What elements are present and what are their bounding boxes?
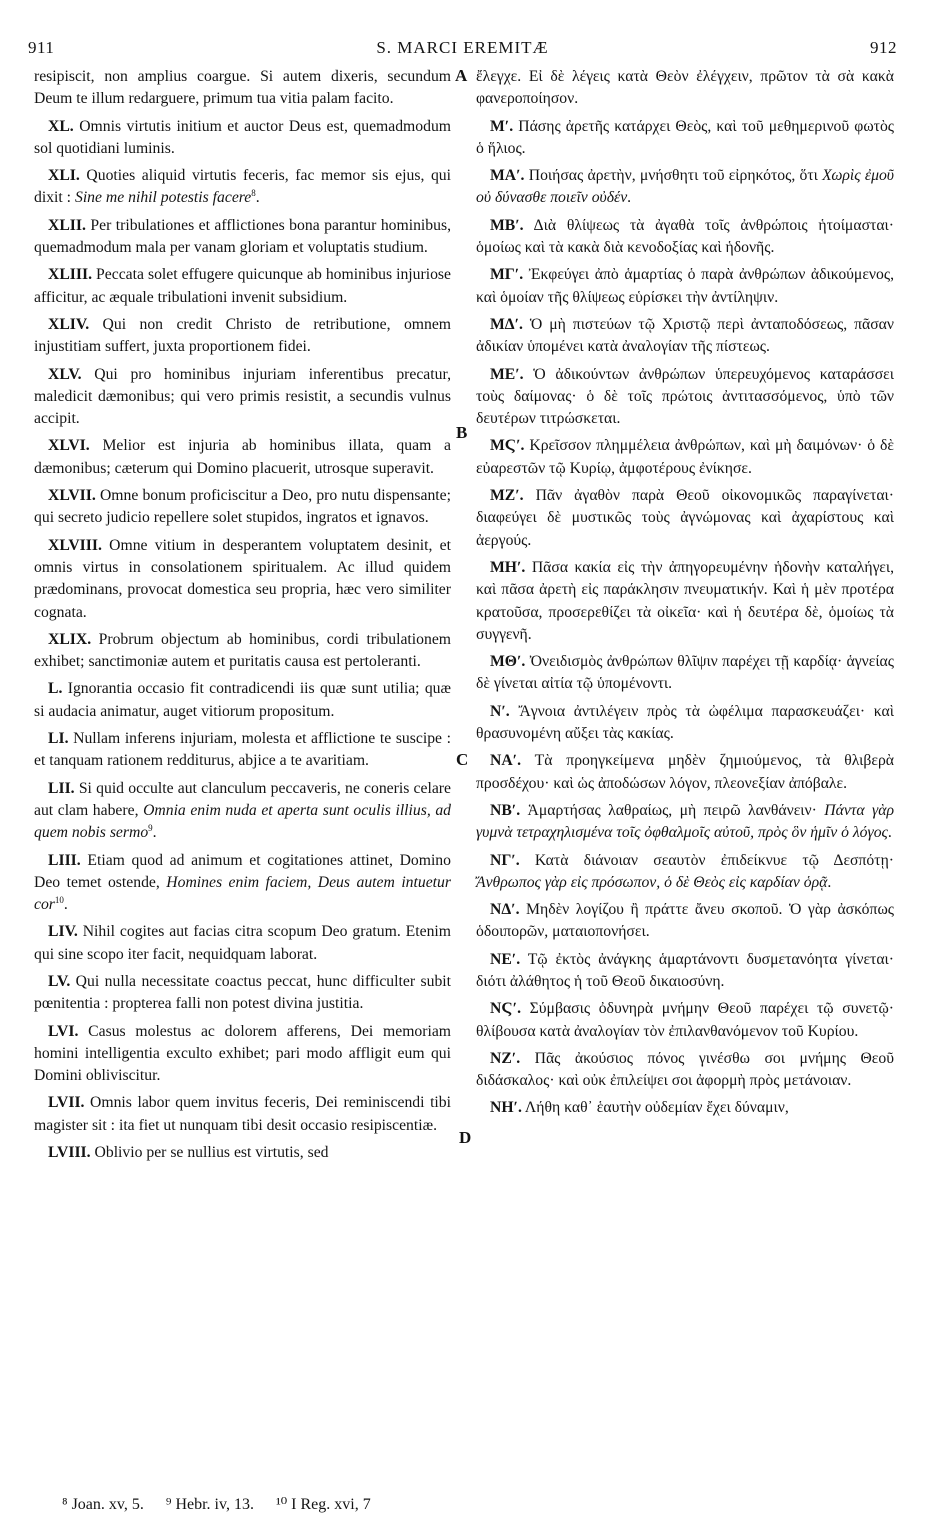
latin-paragraph: XLIX. Probrum objectum ab hominibus, cordi tribulationem exhibet; sanctimoniæ autem et puritatis causa est pertoleranti. xyxy=(34,630,451,671)
greek-paragraph: ΜΕʹ. Ὁ ἀδικούντων ἀνθρώπων ὑπερευχόμενος καταράσσει τοὺς δαίμονας· ὁ δὲ τοῖς πρώτοις ἀντιτασσόμενος, ὑπὸ τῶν δευτέρων τιτρώσκεται. xyxy=(476,365,894,428)
latin-paragraph: resipiscit, non amplius coargue. Si autem dixeris, secundum Deum te illum redarguere, primum tua vitia palam facito. xyxy=(34,68,451,108)
page-number-left: 911 xyxy=(28,38,55,57)
footnote-ref: 9 xyxy=(148,822,153,833)
latin-paragraph: XLVII. Omne bonum proficiscitur a Deo, pro nutu dispensante; qui secreto judicio repellere solet stupidos, ingratos et ignavos. xyxy=(34,487,451,527)
greek-paragraph: ΝΔʹ. Μηδὲν λογίζου ἢ πράττε ἄνευ σκοποῦ. Ὁ γὰρ ἀσκόπως ὁδοιπορῶν, ματαιοπονήσει. xyxy=(476,901,894,941)
greek-column xyxy=(476,66,894,1125)
greek-paragraph: Μʹ. Πάσης ἀρετῆς κατάρχει Θεὸς, καὶ τοῦ μεθημερινοῦ φωτὸς ὁ ἥλιος. xyxy=(476,117,894,157)
latin-paragraph: XLIV. Qui non credit Christo de retributione, omnem injustitiam suffert, juxta proportionem fidei. xyxy=(34,315,451,356)
greek-paragraph: ΜΓʹ. Ἐκφεύγει ἀπὸ ἁμαρτίας ὁ παρὰ ἀνθρώπων ἀδικούμενος, καὶ ὁμοίαν τῆς θλίψεως εὑρίσκει τὴν ἀντίληψιν. xyxy=(476,266,894,306)
latin-paragraph: L. Ignorantia occasio fit contradicendi iis quæ sunt utilia; quæ si audacia animatur, auget vitiorum propositum. xyxy=(34,680,451,720)
scripture-quote: Homines enim faciem, Deus autem intuetur cor xyxy=(34,873,451,914)
greek-paragraph: ΜΔʹ. Ὁ μὴ πιστεύων τῷ Χριστῷ περὶ ἀνταποδόσεως, πᾶσαν ἀδικίαν ὑπομένει κατὰ ἀναλογίαν τῆς πίστεως. xyxy=(476,315,894,356)
latin-paragraph: LV. Qui nulla necessitate coactus peccat, hunc difficulter subit pœnitentia : propterea falli non potest divina justitia. xyxy=(34,972,451,1013)
latin-paragraph: XLVIII. Omne vitium in desperantem voluptatem desinit, et omnis virtus in consolationem spiritualem. Ac illud quidem prædominans, provocat domestica seu propria, hæc vero similiter cognata. xyxy=(34,536,451,621)
greek-paragraph: ΜΘʹ. Ὀνειδισμὸς ἀνθρώπων θλῖψιν παρέχει τῇ καρδίᾳ· ἁγνείας δὲ γίνεται αἰτία τῷ ὑπομένοντι. xyxy=(476,653,894,693)
latin-paragraph: LVIII. Oblivio per se nullius est virtutis, sed xyxy=(48,1144,329,1162)
footnote-ref: 8 xyxy=(251,188,256,199)
latin-paragraph: XLIII. Peccata solet effugere quicunque ab hominibus injuriose afficitur, ac æquale tribulationi invenit subsidium. xyxy=(34,266,451,306)
greek-paragraph: ΝΓʹ. Κατὰ διάνοιαν σεαυτὸν ἐπιδείκνυε τῷ Δεσπότῃ· Ἄνθρωπος γὰρ εἰς πρόσωπον, ὁ δὲ Θεὸς εἰς καρδίαν ὁρᾷ. xyxy=(476,851,894,891)
greek-paragraph: ΜΑʹ. Ποιήσας ἀρετὴν, μνήσθητι τοῦ εἰρηκότος, ὅτι Χωρὶς ἐμοῦ οὐ δύνασθε ποιεῖν οὐδέν. xyxy=(476,167,895,207)
scripture-quote: Ἄνθρωπος γὰρ εἰς πρόσωπον, ὁ δὲ Θεὸς εἰς καρδίαν ὁρᾷ xyxy=(476,873,828,891)
greek-paragraph: ΜϚʹ. Κρεῖσσον πλημμέλεια ἀνθρώπων, καὶ μὴ δαιμόνων· ὁ δὲ εὐαρεστῶν τῷ Κυρίῳ, ἀμφοτέρους ἐνίκησε. xyxy=(476,437,894,477)
scripture-quote: Χωρὶς ἐμοῦ οὐ δύνασθε ποιεῖν οὐδέν xyxy=(476,167,895,207)
greek-paragraph: ΜΖʹ. Πᾶν ἀγαθὸν παρὰ Θεοῦ οἰκονομικῶς παραγίνεται· διαφεύγει δὲ μυστικῶς τοὺς ἀγνώμονας καὶ ἀχαρίστους καὶ ἀεργούς. xyxy=(476,487,894,549)
latin-paragraph: LVI. Casus molestus ac dolorem afferens, Dei memoriam homini intelligentia exculto exhibet; pari modo affligit eum qui Domini obliviscitur. xyxy=(34,1022,451,1085)
greek-paragraph: ἔλεγχε. Εἰ δὲ λέγεις κατὰ Θεὸν ἐλέγχειν, πρῶτον τὰ σὰ κακὰ φανεροποίησον. xyxy=(476,68,894,108)
footnote: ⁸ Joan. xv, 5. xyxy=(62,1496,144,1513)
greek-paragraph: ΝΗʹ. Λήθη καθ᾿ ἑαυτὴν οὐδεμίαν ἔχει δύναμιν, xyxy=(490,1099,789,1117)
running-header xyxy=(28,38,897,60)
scripture-quote: Omnia enim nuda et aperta sunt oculis illius, ad quem nobis sermo xyxy=(34,801,452,842)
margin-marker-c: C xyxy=(456,750,469,769)
latin-paragraph: XL. Omnis virtutis initium et auctor Deus est, quemadmodum sol quotidiani luminis. xyxy=(34,117,451,157)
running-title: S. MARCI EREMITÆ xyxy=(376,38,549,57)
footnote-ref: 10 xyxy=(54,894,64,905)
latin-paragraph: LIII. Etiam quod ad animum et cogitationes attinet, Domino Deo temet ostende, Homines enim faciem, Deus autem intuetur cor$^{10}$. xyxy=(34,851,451,914)
latin-paragraph: XLII. Per tribulationes et afflictiones bona parantur hominibus, quemadmodum mala per vanam gloriam et voluptatis studium. xyxy=(34,216,451,257)
margin-marker-b: B xyxy=(456,423,468,442)
latin-paragraph: LII. Si quid occulte aut clanculum peccaveris, ne coneris celare aut clam habere, Omnia enim nuda et aperta sunt oculis illius, ad quem nobis sermo$^9$. xyxy=(34,779,452,842)
scripture-quote: Πάντα γὰρ γυμνὰ τετραχηλισμένα τοῖς ὀφθαλμοῖς αὐτοῦ, πρὸς ὃν ἡμῖν ὁ λόγος xyxy=(476,801,894,842)
greek-paragraph: ΝϚʹ. Σύμβασις ὀδυνηρὰ μνήμην Θεοῦ παρέχει τῷ συνετῷ· θλίβουσα κατὰ ἀναλογίαν τὸν ἐπιλανθανόμενον τοῦ Κυρίου. xyxy=(476,1000,894,1040)
latin-column xyxy=(34,66,451,1169)
greek-paragraph: Νʹ. Ἄγνοια ἀντιλέγειν πρὸς τὰ ὠφέλιμα παρασκευάζει· καὶ θρασυνομένη αὔξει τὰς κακίας. xyxy=(476,702,894,743)
greek-paragraph: ΝΑʹ. Τὰ προηγκείμενα μηδὲν ζημιούμενος, τὰ θλιβερὰ προσδέχου· καὶ ὡς ἀποδώσων λόγον, πλεονεξίαν ἀπόβαλε. xyxy=(476,752,894,792)
latin-paragraph: LIV. Nihil cogites aut facias citra scopum Deo gratum. Etenim qui sine scopo iter facit, nequidquam laborat. xyxy=(34,923,451,963)
greek-paragraph: ΝΕʹ. Τῷ ἐκτὸς ἀνάγκης ἁμαρτάνοντι δυσμετανόητα γίνεται· διότι ἀλάθητος ἡ τοῦ Θεοῦ δικαιοσύνη. xyxy=(476,950,894,990)
latin-paragraph: LI. Nullam inferens injuriam, molesta et afflictione te suscipe : et tanquam rationem redditurus, abjice a te avaritiam. xyxy=(34,730,451,770)
greek-paragraph: ΝΒʹ. Ἁμαρτήσας λαθραίως, μὴ πειρῶ λανθάνειν· Πάντα γὰρ γυμνὰ τετραχηλισμένα τοῖς ὀφθαλμοῖς αὐτοῦ, πρὸς ὃν ἡμῖν ὁ λόγος. xyxy=(476,801,894,842)
latin-paragraph: XLI. Quoties aliquid virtutis feceris, fac memor sis ejus, qui dixit : Sine me nihil potestis facere$^8$. xyxy=(34,167,451,207)
scripture-quote: Sine me nihil potestis facere xyxy=(74,189,252,207)
latin-paragraph: XLVI. Melior est injuria ab hominibus illata, quam a dæmonibus; cæterum qui Domino placuerit, utrosque superavit. xyxy=(34,437,451,477)
latin-paragraph: XLV. Qui pro hominibus injuriam inferentibus precatur, maledicit dæmonibus; qui vero primis resistit, a secundis vulnus accipit. xyxy=(34,365,451,428)
greek-paragraph: ΜΗʹ. Πᾶσα κακία εἰς τὴν ἀπηγορευμένην ἡδονὴν καταλήγει, καὶ πᾶσα ἀρετὴ εἰς παράκλησιν πνευματικήν. Καὶ ἡ μὲν προτέρα κρατοῦσα, προσερεθίζει τὰ οἰκεῖα· καὶ ἡ δευτέρα δὲ, ὁμοίως τὰ συγγενῆ. xyxy=(476,558,894,643)
footnotes xyxy=(62,1494,887,1514)
greek-paragraph: ΝΖʹ. Πᾶς ἀκούσιος πόνος γινέσθω σοι μνήμης Θεοῦ διδάσκαλος· καὶ οὐκ ἐπιλείψει σοι ἀφορμὴ πρὸς μετάνοιαν. xyxy=(476,1049,894,1090)
margin-marker-d: D xyxy=(459,1128,472,1147)
footnote: ⁹ Hebr. iv, 13. xyxy=(165,1496,254,1513)
footnote: ¹⁰ I Reg. xvi, 7 xyxy=(275,1496,371,1513)
greek-paragraph: ΜΒʹ. Διὰ θλίψεως τὰ ἀγαθὰ τοῖς ἀνθρώποις ἡτοίμασται· ὁμοίως καὶ τὰ κακὰ διὰ κενοδοξίας καὶ ἡδονῆς. xyxy=(476,216,894,257)
page-number-right: 912 xyxy=(870,38,897,57)
latin-paragraph: LVII. Omnis labor quem invitus feceris, Dei reminiscendi tibi magister sit : ita fiet ut nunquam tibi desit occasio resipiscentiæ. xyxy=(34,1094,451,1134)
margin-marker-a: A xyxy=(455,66,468,85)
